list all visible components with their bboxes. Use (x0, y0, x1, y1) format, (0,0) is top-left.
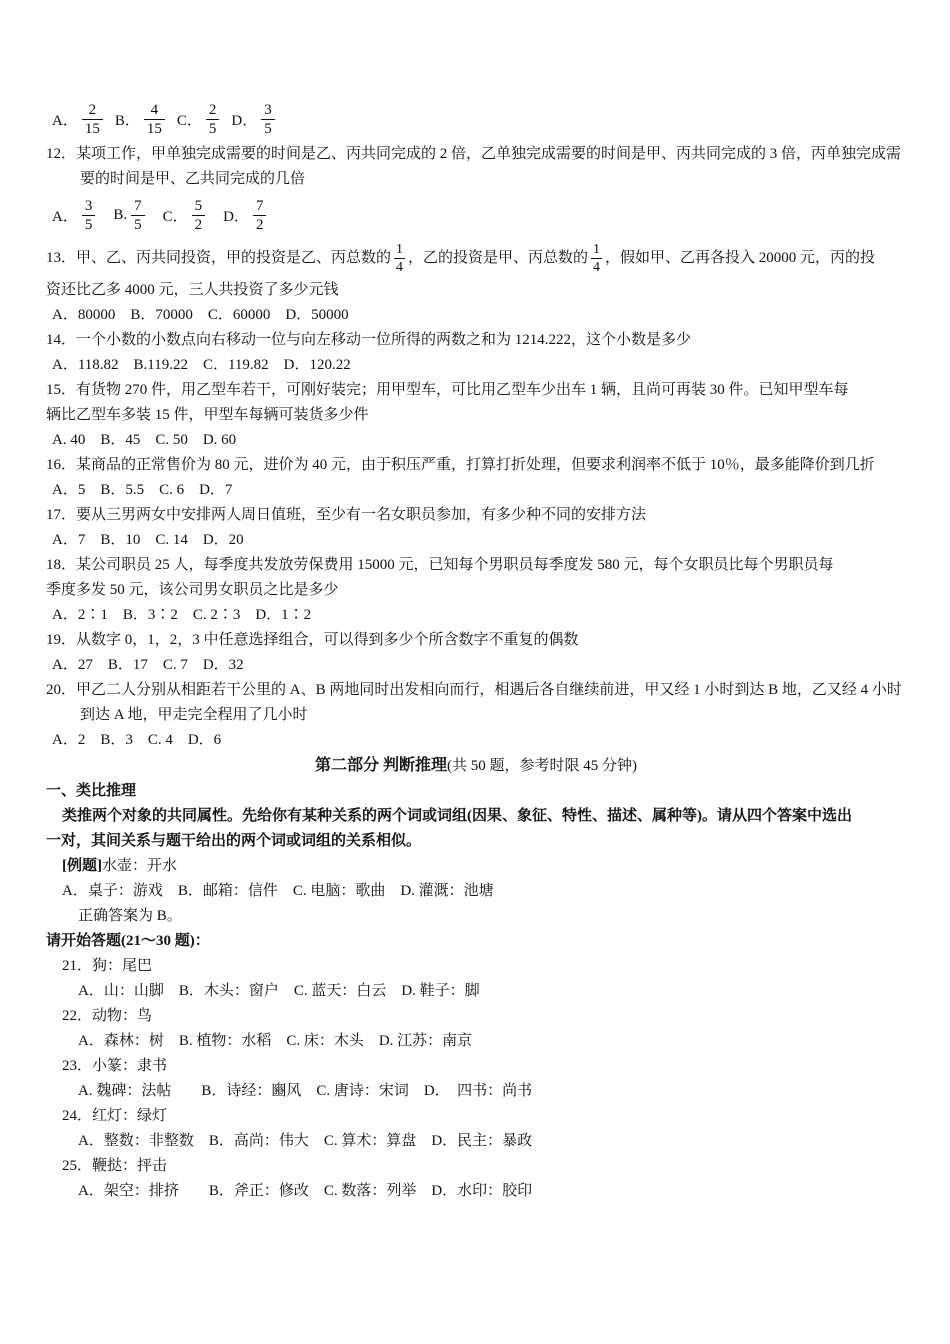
q11-option-a-label: A． (52, 112, 78, 129)
section-analogy-title: 一、类比推理 (46, 783, 137, 799)
q12-option-d-label: D． (223, 208, 249, 225)
q12-stem: 12．某项工作，甲单独完成需要的时间是乙、丙共同完成的 2 倍，乙单独完成需要的时间是甲、丙共同完成的 3 倍，丙单独完成需要的时间是甲、乙共同完成的几倍 (46, 146, 902, 187)
q15-stem-line1: 15．有货物 270 件，用乙型车若干，可刚好装完；用甲型车，可比用乙型车少出车 1 辆，且尚可再装 30 件。已知甲型车每 (46, 382, 849, 398)
example-label: [例题] (62, 858, 102, 874)
q19-stem: 19．从数字 0，1，2，3 中任意选择组合，可以得到多少个所含数字不重复的偶数 (46, 632, 579, 648)
q11-option-b-label: B． (114, 112, 140, 129)
q21-options: A．山：山脚 B．木头：窗户 C. 蓝天：白云 D. 鞋子：脚 (78, 983, 480, 999)
q15-stem-line2: 辆比乙型车多装 15 件，甲型车每辆可装货多少件 (46, 407, 369, 423)
q11-option-d-fraction: $\frac{3}{5}$ (261, 101, 275, 138)
q17-options: A．7 B．10 C. 14 D．20 (52, 532, 244, 548)
example-stem: [例题]水壶：开水 (62, 858, 178, 874)
q13-fraction-1: $\frac{1}{4}$ (396, 242, 404, 276)
q25-stem: 25．鞭挞：抨击 (62, 1158, 168, 1174)
q22-options: A．森林：树 B. 植物：水稻 C. 床：木头 D. 江苏：南京 (78, 1033, 473, 1049)
q11-option-c-fraction: $\frac{2}{5}$ (206, 101, 220, 138)
q18-stem-line2: 季度多发 50 元，该公司男女职员之比是多少 (46, 582, 339, 598)
q23-options: A. 魏碑：法帖 B．诗经：豳风 C. 唐诗：宋词 D． 四书：尚书 (78, 1083, 533, 1099)
q25-options: A．架空：排挤 B．斧正：修改 C. 数落：列举 D．水印：胶印 (78, 1183, 533, 1199)
q15-options: A. 40 B．45 C. 50 D. 60 (52, 432, 237, 448)
q12-option-b-label: B. (113, 206, 128, 223)
start-instruction: 请开始答题(21～30 题)： (46, 933, 210, 949)
q13-fraction-2: $\frac{1}{4}$ (593, 242, 601, 276)
q12-options (46, 192, 906, 238)
q11-option-a-fraction: $\frac{2}{15}$ (82, 101, 103, 138)
q13-stem-line2: 资还比乙多 4000 元，三人共投资了多少元钱 (46, 282, 339, 298)
q12-option-a-fraction: $\frac{3}{5}$ (82, 197, 96, 234)
q13-stem-line1: 13．甲、乙、丙共同投资，甲的投资是乙、丙总数的 $\frac{1}{4}$ ，乙的投资是甲、丙总数的 $\frac{1}{4}$ ，假如甲、乙再各投入 20000 元，丙的投 (46, 242, 876, 276)
q20-options: A．2 B．3 C. 4 D．6 (52, 732, 222, 748)
q20-stem: 20．甲乙二人分别从相距若干公里的 A、B 两地同时出发相向而行，相遇后各自继续前进，甲又经 1 小时到达 B 地，乙又经 4 小时到达 A 地，甲走完全程用了几小时 (46, 682, 902, 723)
q11-option-b-fraction: $\frac{4}{15}$ (144, 101, 165, 138)
example-answer: 正确答案为 B。 (78, 908, 182, 924)
q12-option-a-label: A． (52, 208, 78, 225)
q14-options: A．118.82 B.119.22 C．119.82 D．120.22 (52, 357, 351, 373)
q24-options: A．整数：非整数 B．高尚：伟大 C. 算术：算盘 D．民主：暴政 (78, 1133, 533, 1149)
q13-options: A．80000 B．70000 C．60000 D．50000 (52, 307, 349, 323)
example-options: A．桌子：游戏 B．邮箱：信件 C. 电脑：歌曲 D. 灌溉：池塘 (62, 883, 494, 899)
q18-stem-line1: 18．某公司职员 25 人，每季度共发放劳保费用 15000 元，已知每个男职员每季度发 580 元，每个女职员比每个男职员每 (46, 557, 834, 573)
part2-heading (46, 753, 906, 779)
part2-note: (共 50 题，参考时限 45 分钟) (447, 758, 637, 774)
q16-options: A．5 B．5.5 C. 6 D．7 (52, 482, 233, 498)
q17-stem: 17．要从三男两女中安排两人周日值班，至少有一名女职员参加，有多少种不同的安排方法 (46, 507, 647, 523)
q11-options (46, 96, 906, 142)
q21-stem: 21．狗：尾巴 (62, 958, 153, 974)
q11-option-d-label: D． (231, 112, 258, 129)
q19-options: A．27 B．17 C. 7 D．32 (52, 657, 244, 673)
q22-stem: 22．动物：鸟 (62, 1008, 153, 1024)
exam-page (46, 96, 906, 1204)
q18-options: A．2∶1 B．3∶2 C. 2∶3 D．1∶2 (52, 607, 312, 623)
part2-title: 第二部分 判断推理 (314, 757, 447, 774)
q12-option-c-label: C． (162, 208, 188, 225)
q12-option-c-fraction: $\frac{5}{2}$ (192, 197, 206, 234)
analogy-instructions-line2: 一对，其间关系与题干给出的两个词或词组的关系相似。 (46, 833, 422, 849)
q24-stem: 24．红灯：绿灯 (62, 1108, 168, 1124)
q16-stem: 16．某商品的正常售价为 80 元，进价为 40 元，由于积压严重，打算打折处理，但要求利润率不低于 10％，最多能降价到几折 (46, 457, 875, 473)
q14-stem: 14．一个小数的小数点向右移动一位与向左移动一位所得的两数之和为 1214.222，这个小数是多少 (46, 332, 692, 348)
q23-stem: 23．小篆：隶书 (62, 1058, 168, 1074)
q11-option-c-label: C． (176, 112, 202, 129)
q12-option-b-fraction: $\frac{7}{5}$ (131, 197, 145, 234)
analogy-instructions-line1: 类推两个对象的共同属性。先给你有某种关系的两个词或词组(因果、象征、特性、描述、属种等)。请从四个答案中选出 (62, 808, 852, 824)
q12-option-d-fraction: $\frac{7}{2}$ (253, 197, 267, 234)
